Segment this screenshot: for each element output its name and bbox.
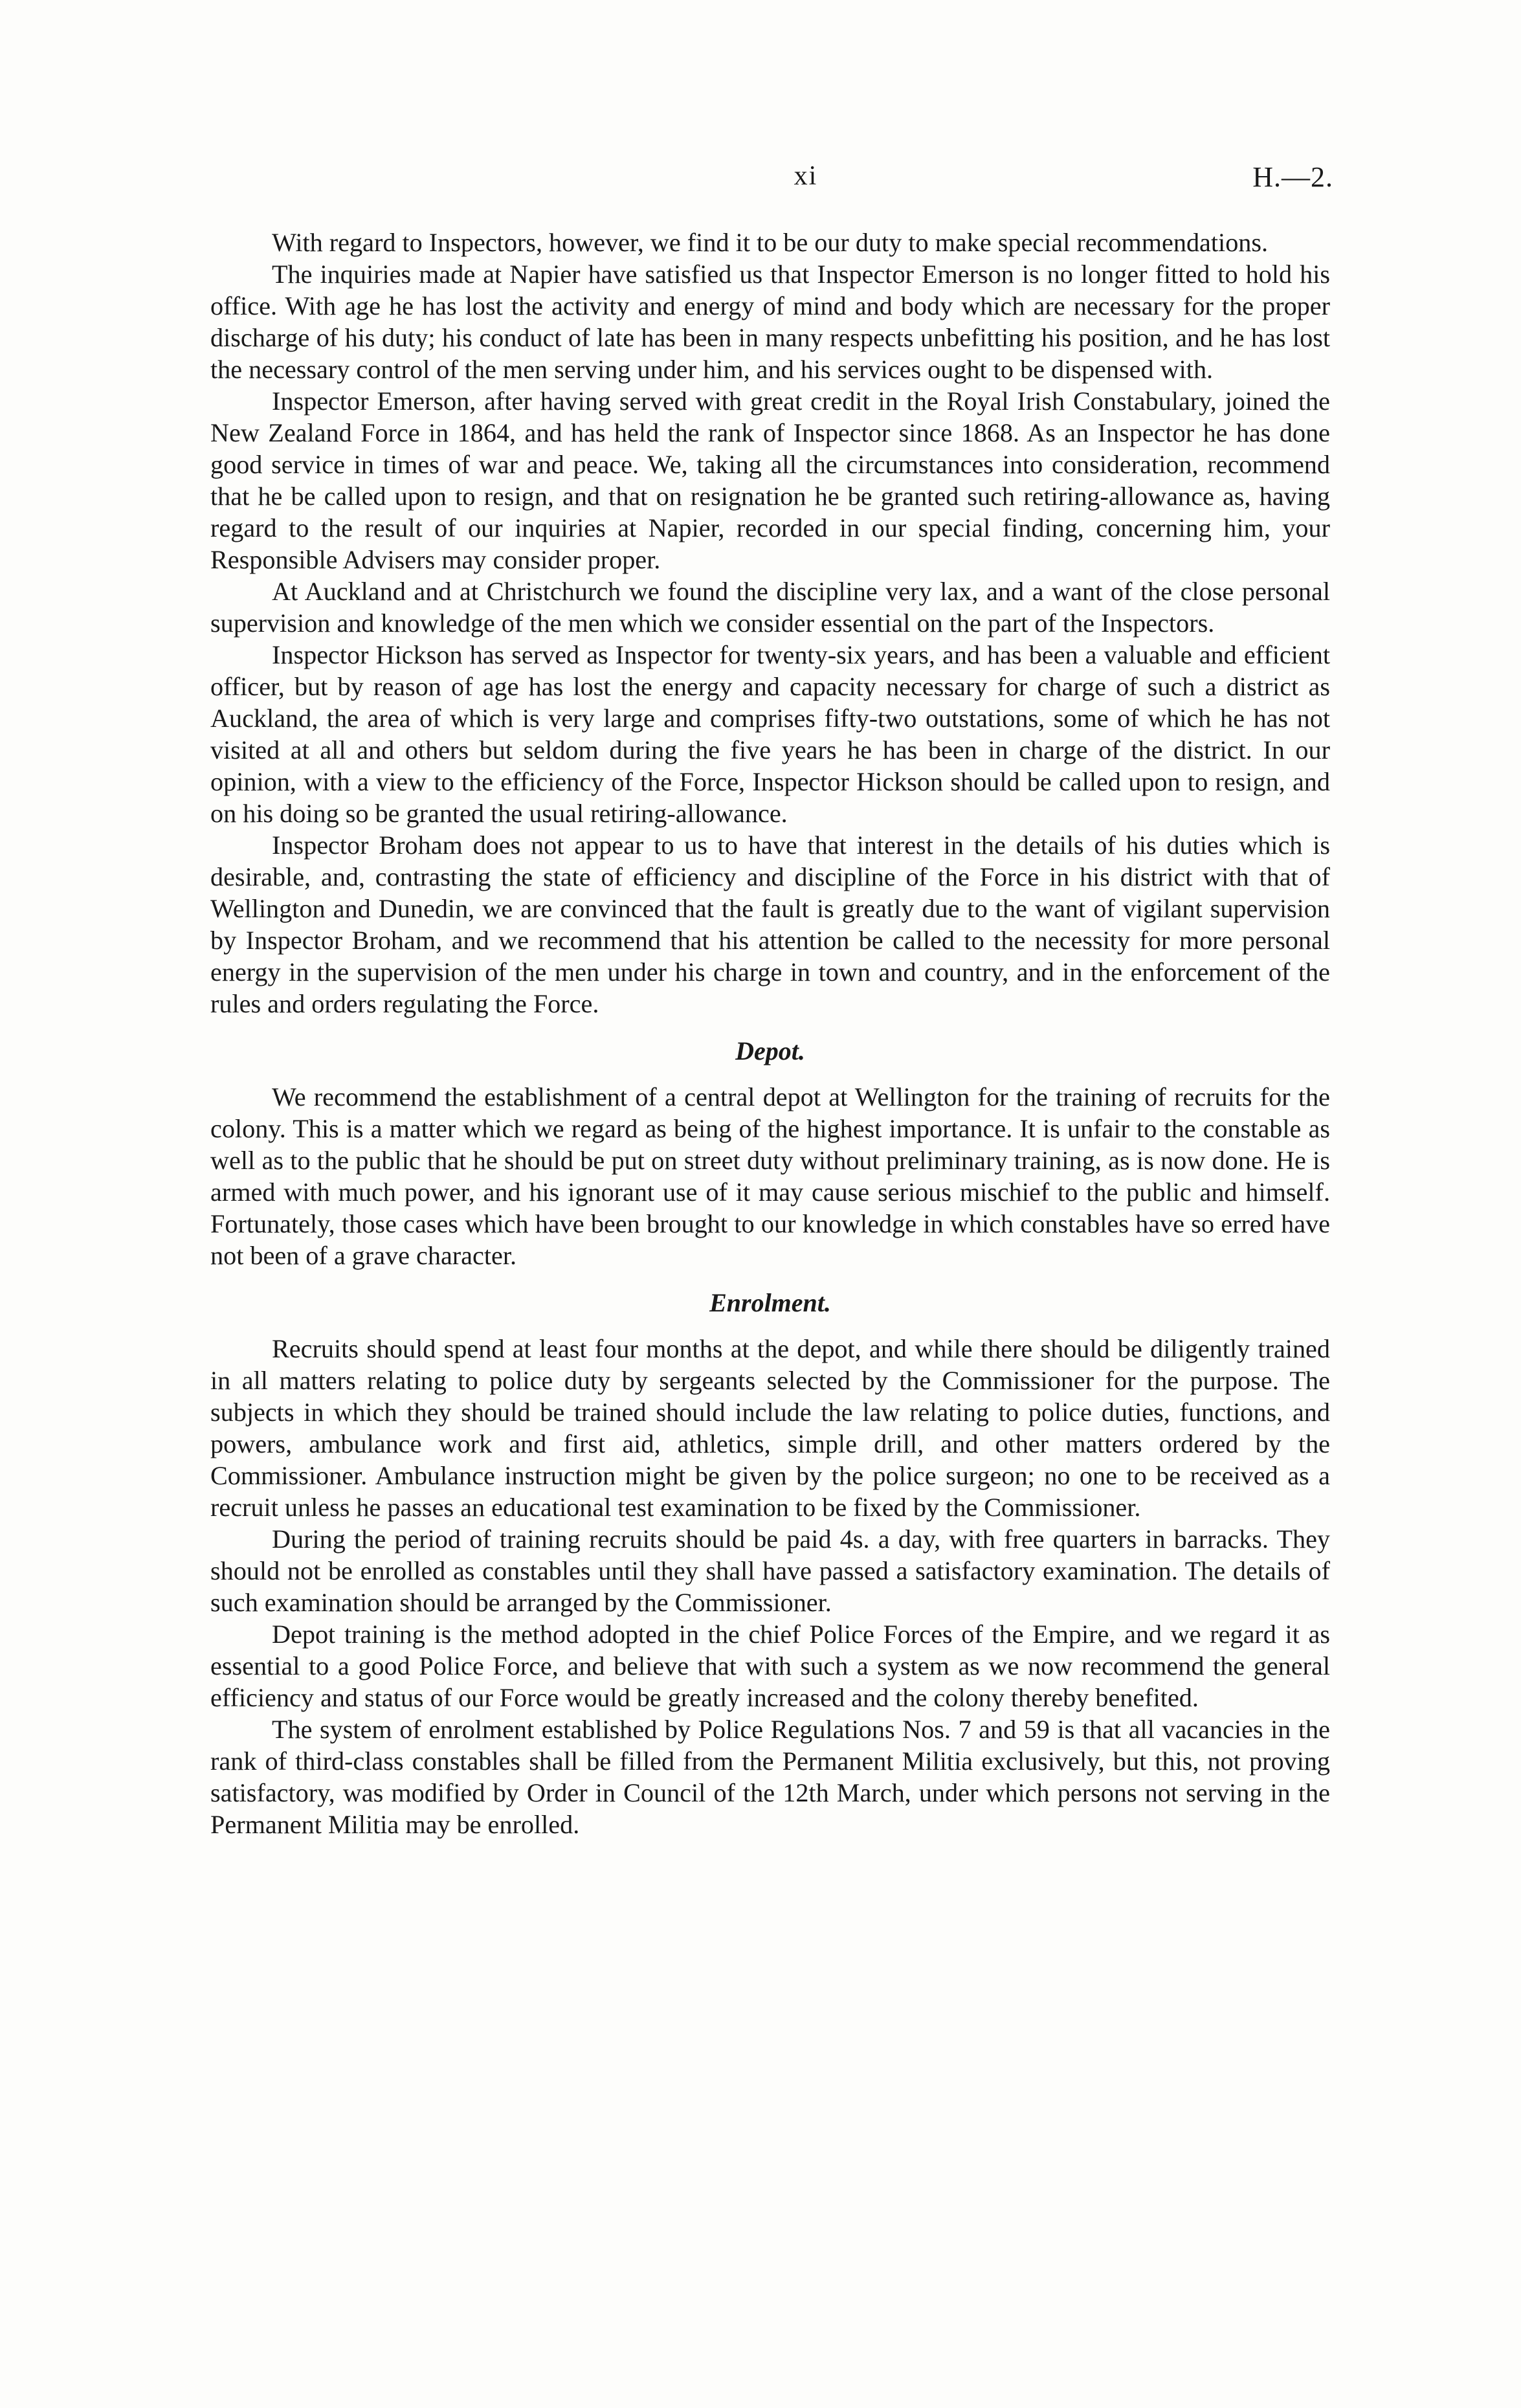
paragraph-auckland-christchurch: At Auckland and at Christchurch we found the discipline very lax, and a want of the close personal supervision and knowledge of the men which we consider essential on the part of the Inspectors. bbox=[210, 577, 1330, 638]
paragraph-inspectors-intro: With regard to Inspectors, however, we find it to be our duty to make special recommendations. bbox=[272, 228, 1269, 257]
paragraph-enrolment-training: Recruits should spend at least four months at the depot, and while there should be diligently trained in all matters relating to police duty by sergeants selected by the Commissioner for the purpose. The subjects in which they should be trained should include the law relating to police duties, functions, and powers, ambulance work and first aid, athletics, simple drill, and other matters ordered by the Commissioner. Ambulance instruction might be given by the police surgeon; no one to be received as a recruit unless he passes an educational test examination to be fixed by the Commissioner. bbox=[210, 1334, 1330, 1522]
paragraph-inspector-emerson-napier: The inquiries made at Napier have satisfied us that Inspector Emerson is no longer fitted to hold his office. With age he has lost the activity and energy of mind and body which are necessary for the proper discharge of his duty; his conduct of late has been in many respects unbefitting his position, and he has lost the necessary control of the men serving under him, and his services ought to be dispensed with. bbox=[210, 260, 1330, 384]
paragraph-enrolment-pay: During the period of training recruits should be paid 4s. a day, with free quarters in barracks. They should not be enrolled as constables until they shall have passed a satisfactory examination. The details of such examination should be arranged by the Commissioner. bbox=[210, 1524, 1330, 1617]
paragraph-depot-recommendation: We recommend the establishment of a central depot at Wellington for the training of recruits for the colony. This is a matter which we regard as being of the highest importance. It is unfair to the constable as well as to the public that he should be put on street duty without preliminary training, as is now done. He is armed with much power, and his ignorant use of it may cause serious mischief to the public and himself. Fortunately, those cases which have been brought to our knowledge in which constables have so erred have not been of a grave character. bbox=[210, 1082, 1330, 1270]
paragraph-inspector-emerson-service: Inspector Emerson, after having served with great credit in the Royal Irish Constabulary, joined the New Zealand Force in 1864, and has held the rank of Inspector since 1868. As an Inspector he has done good service in times of war and peace. We, taking all the circumstances into consideration, recommend that he be called upon to resign, and that on resignation he be granted such retiring-allowance as, having regard to the result of our inquiries at Napier, recorded in our special finding, concerning him, your Responsible Advisers may consider proper. bbox=[210, 386, 1330, 574]
body-text bbox=[210, 227, 1330, 1840]
paragraph-inspector-hickson: Inspector Hickson has served as Inspector for twenty-six years, and has been a valuable and efficient officer, but by reason of age has lost the energy and capacity necessary for charge of such a district as Auckland, the area of which is very large and comprises fifty-two outstations, some of which he has not visited at all and others but seldom during the five years he has been in charge of the district. In our opinion, with a view to the efficiency of the Force, Inspector Hickson should be called upon to resign, and on his doing so be granted the usual retiring-allowance. bbox=[210, 640, 1330, 828]
heading-enrolment: Enrolment. bbox=[709, 1288, 831, 1317]
paragraph-enrolment-depot-method: Depot training is the method adopted in the chief Police Forces of the Empire, and we regard it as essential to a good Police Force, and believe that with such a system as we now recommend the general efficiency and status of our Force would be greatly increased and the colony thereby benefited. bbox=[210, 1620, 1330, 1712]
document-reference: H.—2. bbox=[1252, 161, 1333, 193]
heading-depot: Depot. bbox=[735, 1036, 805, 1065]
page-number: xi bbox=[794, 161, 818, 191]
paragraph-inspector-broham: Inspector Broham does not appear to us to have that interest in the details of his duties which is desirable, and, contrasting the state of efficiency and discipline of the Force in his district with that of Wellington and Dunedin, we are convinced that the fault is greatly due to the want of vigilant supervision by Inspector Broham, and we recommend that his attention be called to the necessity for more personal energy in the supervision of the men under his charge in town and country, and in the enforcement of the rules and orders regulating the Force. bbox=[210, 831, 1330, 1018]
paragraph-enrolment-regulations: The system of enrolment established by Police Regulations Nos. 7 and 59 is that all vacancies in the rank of third-class constables shall be filled from the Permanent Militia exclusively, but this, not proving satisfactory, was modified by Order in Council of the 12th March, under which persons not serving in the Permanent Militia may be enrolled. bbox=[210, 1715, 1330, 1839]
page-header bbox=[278, 161, 1333, 206]
